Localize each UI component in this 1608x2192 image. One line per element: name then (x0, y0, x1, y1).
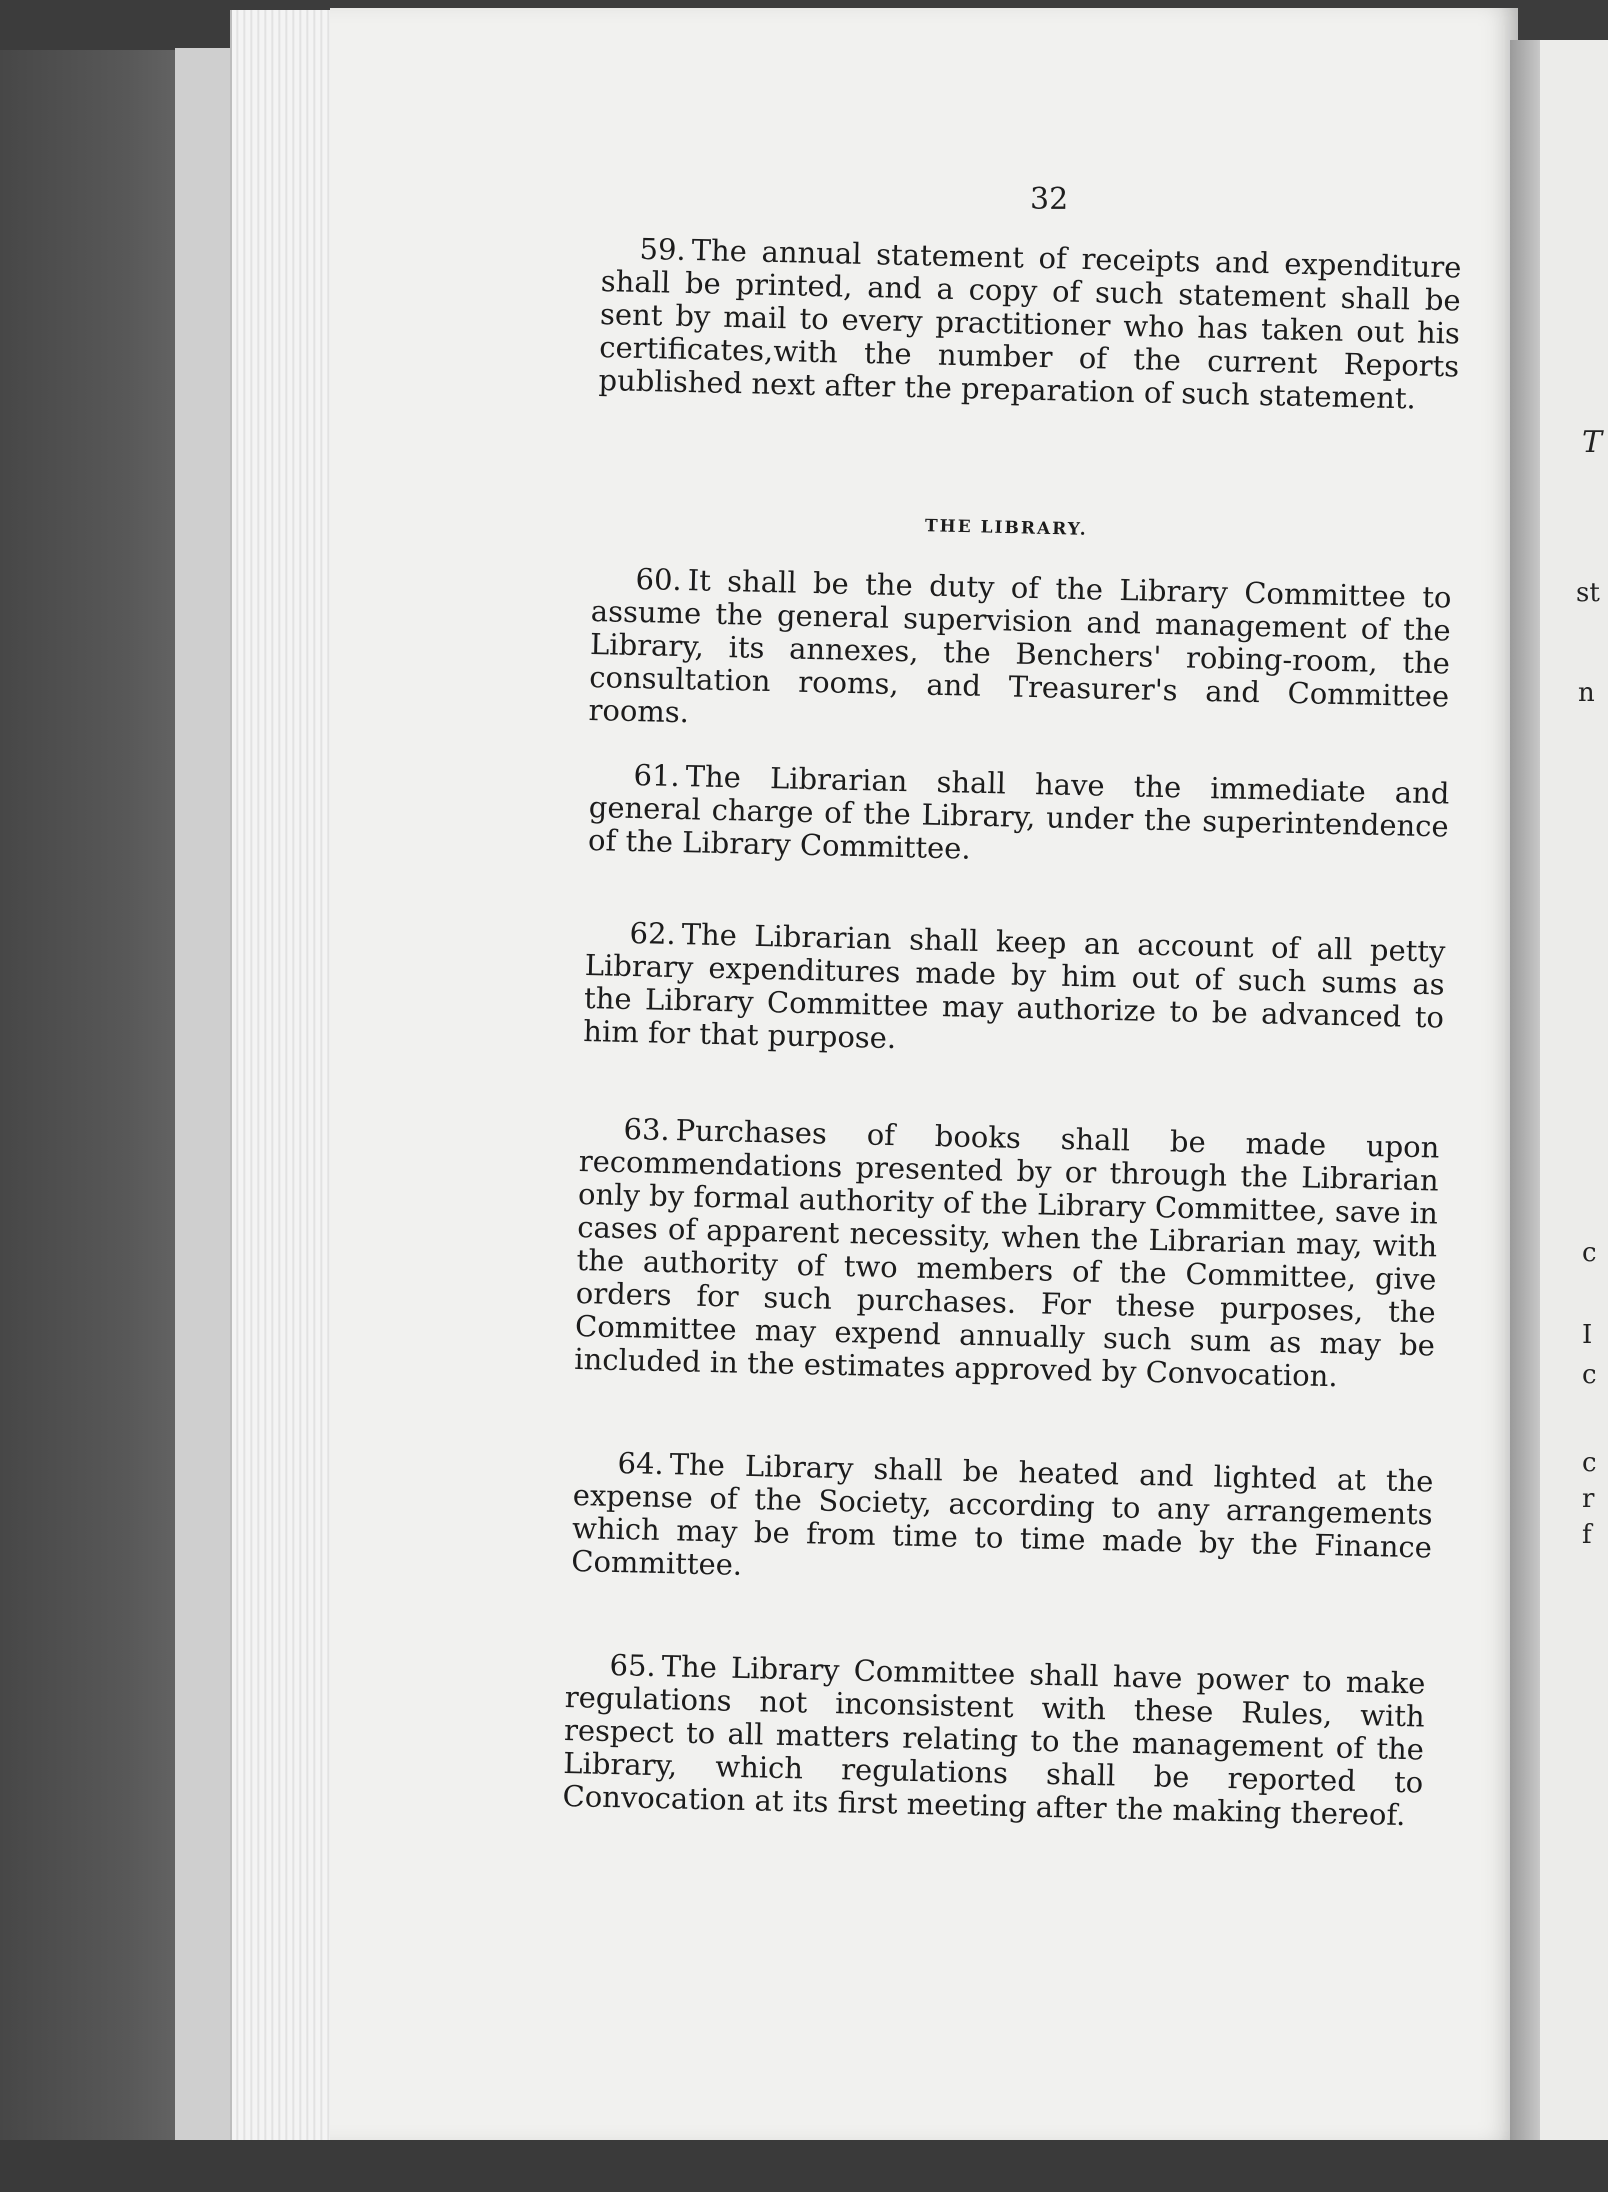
rule-text: The Librarian shall have the immediate and general charge of the Library, under the superintendence of the Library Committee. (587, 759, 1450, 866)
facing-page-fragment: f (1582, 1520, 1592, 1550)
facing-page-fragment: I (1582, 1320, 1593, 1350)
rule-paragraph-62 (583, 916, 1446, 1067)
rule-paragraph-64 (571, 1446, 1434, 1597)
rule-text: The Library Committee shall have power to make regulations not inconsistent with these Rules, with respect to all matters relating to the management of the Library, which regulations shall be reported to Convocation at its first meeting after the making thereof. (562, 1649, 1426, 1833)
rule-text: Purchases of books shall be made upon recommendations presented by or through the Librarian only by formal authority of the Library Committee, save in cases of apparent necessity, when the Librarian may, with the authority of two members of the Committee, give orders for such purchases. For these purposes, the Committee may expend annually such sum as may be included in the estimates approved by Convocation. (574, 1113, 1440, 1394)
rule-number: 64. (617, 1445, 665, 1482)
facing-page-fragment: n (1578, 678, 1595, 708)
rule-number: 60. (635, 561, 683, 598)
rule-paragraph-61 (588, 758, 1450, 876)
page-number: 32 (1030, 182, 1069, 217)
rule-text: The Librarian shall keep an account of all petty Library expenditures made by him out of such sums as the Library Committee may authorize to be advanced to him for that purpose. (583, 917, 1446, 1056)
section-heading: THE LIBRARY. (924, 516, 1088, 540)
rule-number: 63. (623, 1111, 671, 1148)
rule-text: It shall be the duty of the Library Committee to assume the general supervision and management of the Library, its annexes, the Benchers' robing-room, the consultation rooms, and Treasurer's and Committee rooms. (588, 563, 1452, 730)
facing-page-fragment: c (1582, 1238, 1597, 1268)
book-gutter (1510, 40, 1540, 2140)
facing-page-edge (1540, 40, 1608, 2140)
rule-number: 65. (609, 1647, 657, 1684)
rule-paragraph-63 (574, 1112, 1440, 1395)
facing-page-fragment: st (1576, 578, 1600, 608)
rule-text: The Library shall be heated and lighted at the expense of the Society, according to any arrangements which may be from time to time made by the Finance Committee. (571, 1447, 1434, 1582)
rule-number: 62. (629, 915, 677, 952)
rule-number: 61. (633, 757, 681, 794)
rule-paragraph-59 (598, 232, 1462, 416)
scan-background-bottom (0, 2140, 1608, 2192)
rule-paragraph-60 (588, 562, 1452, 746)
facing-page-fragment: r (1582, 1484, 1595, 1514)
facing-page-fragment: c (1582, 1448, 1597, 1478)
facing-page-fragment: T (1582, 425, 1603, 460)
rule-text: The annual statement of receipts and expenditure shall be printed, and a copy of such statement shall be sent by mail to every practitioner who has taken out his certificates,with the number of the current Reports published next after the preparation of such statement. (598, 233, 1462, 416)
rule-number: 59. (639, 231, 687, 267)
rule-paragraph-65 (562, 1648, 1426, 1832)
facing-page-fragment: c (1582, 1360, 1597, 1390)
